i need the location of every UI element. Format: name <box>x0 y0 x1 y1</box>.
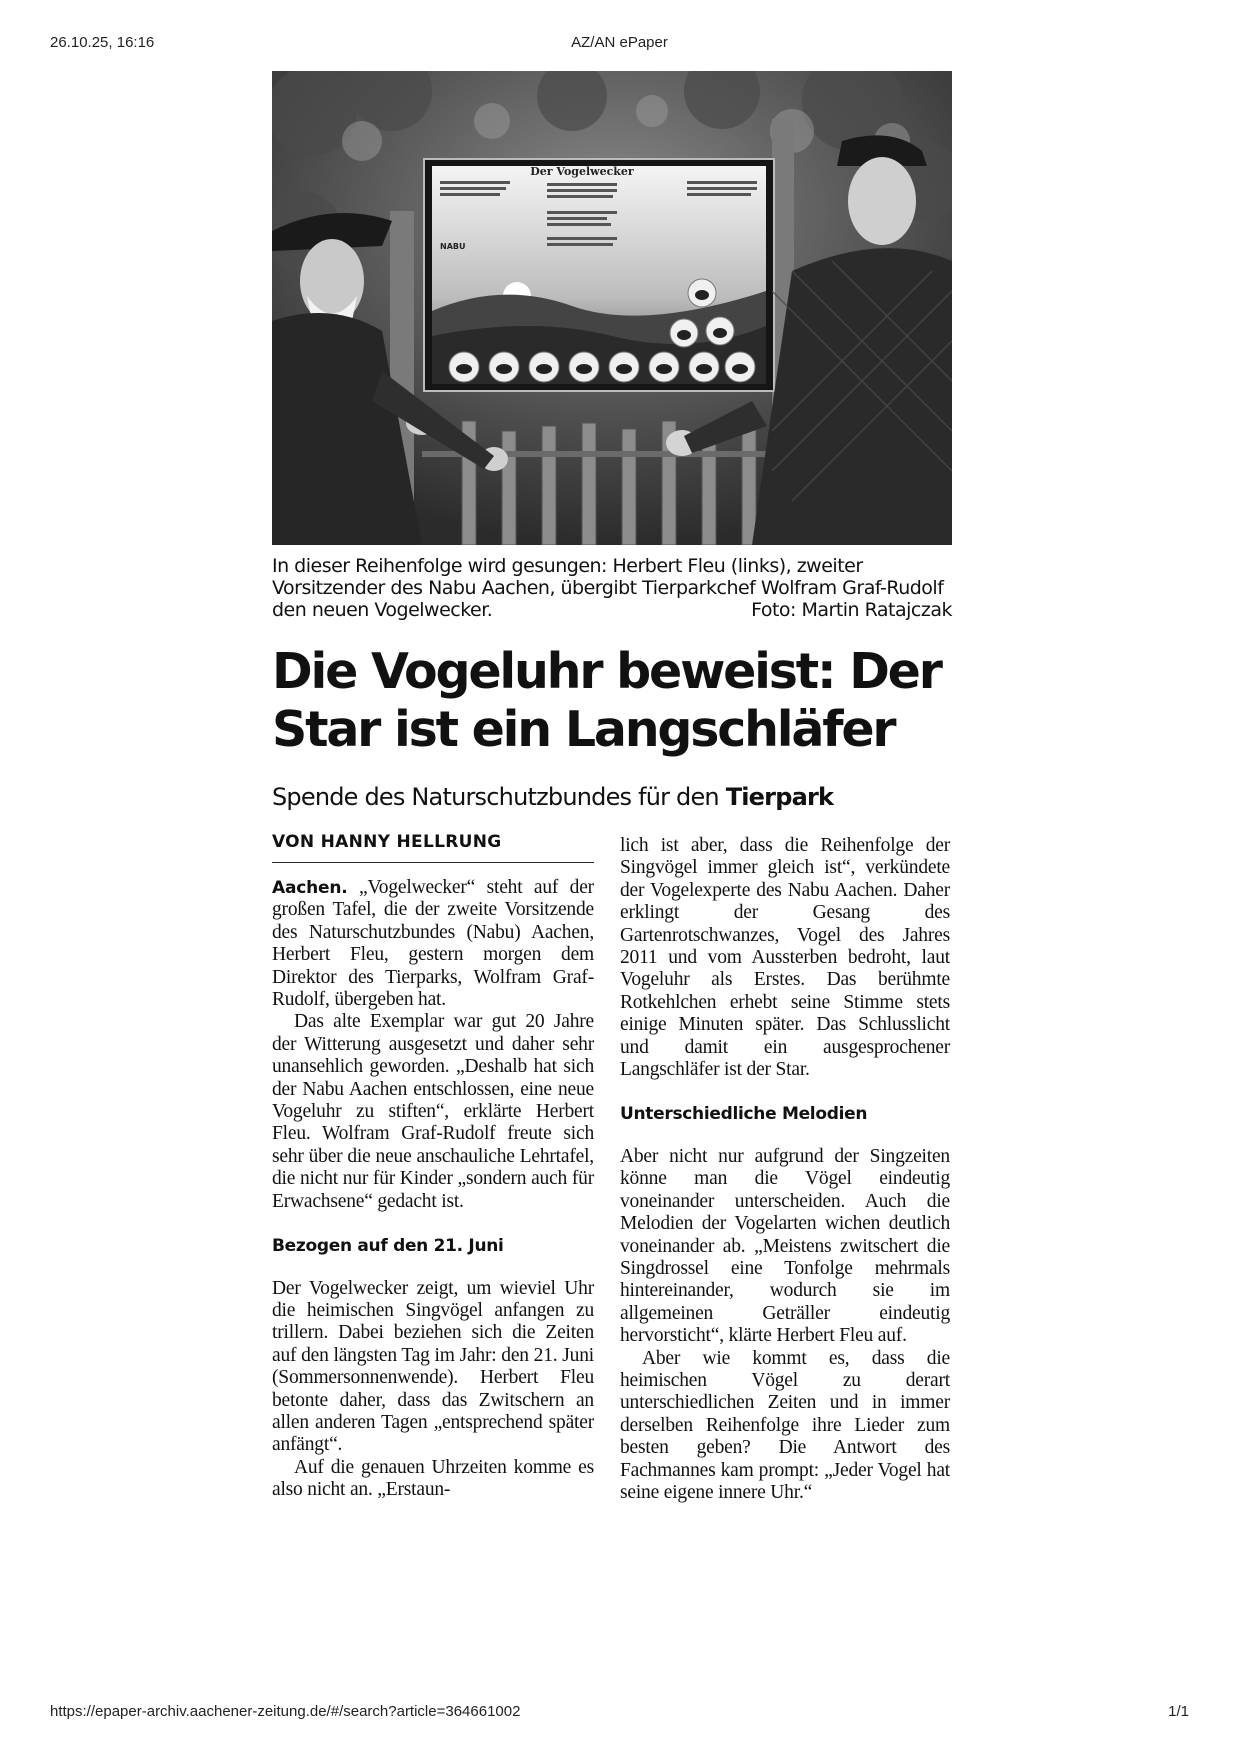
sign-title: Der Vogelwecker <box>530 165 634 178</box>
caption-text: In dieser Reihenfolge wird gesungen: Herbert Fleu (links), zweiter Vorsitzender des Nabu Aachen, übergibt Tierparkchef Wolfram Graf-Rudolf den neuen Vogelwecker. <box>272 555 944 621</box>
article-byline: VON HANNY HELLRUNG <box>272 832 594 863</box>
sign-logo: NABU <box>440 242 466 251</box>
print-page-title: AZ/AN ePaper <box>571 34 668 51</box>
paragraph: Aber nicht nur aufgrund der Singzeiten könne man die Vögel eindeutig voneinander unterscheiden. Auch die Melodien der Vogelarten wichen deutlich voneinander ab. „Meistens zwitschert die Singdrossel eine Tonfolge mehrmals hintereinander, wodurch sie im allgemeinen Geträller eindeutig hervorsticht“, klärte Herbert Fleu auf. <box>620 1145 950 1347</box>
article-column-1 <box>272 877 594 1502</box>
page-number: 1/1 <box>1168 1703 1189 1720</box>
paragraph <box>272 877 594 1011</box>
dateline: Aachen. <box>272 878 348 898</box>
photo-credit: Foto: Martin Ratajczak <box>751 599 952 621</box>
article-photo <box>272 71 952 545</box>
paragraph: Aber wie kommt es, dass die heimischen Vögel zu derart unterschiedlichen Zeiten und in immer derselben Reihenfolge ihre Lieder zum besten geben? Die Antwort des Fachmannes kam prompt: „Jeder Vogel hat seine eigene innere Uhr.“ <box>620 1347 950 1503</box>
print-datetime: 26.10.25, 16:16 <box>50 34 155 51</box>
paragraph-text: „Vogelwecker“ steht auf der großen Tafel, die der zweite Vorsitzende des Naturschutzbundes (Nabu) Aachen, Herbert Fleu, gestern morgen dem Direktor des Tierparks, Wolfram Graf-Rudolf, übergeben hat. <box>272 877 594 1011</box>
paragraph: lich ist aber, dass die Reihenfolge der Singvögel immer gleich ist“, verkündete der Vogelexperte des Nabu Aachen. Daher erklingt der Gesang des Gartenrotschwanzes, Vogel des Jahres 2011 und vom Aussterben bedroht, laut Vogeluhr als Erstes. Das berühmte Rotkehlchen erhebt seine Stimme stets einige Minuten später. Das Schlusslicht und damit ein ausgesprochener Langschläfer ist der Star. <box>620 835 950 1081</box>
photo-illustration <box>272 71 952 545</box>
paragraph: Auf die genauen Uhrzeiten komme es also nicht an. „Erstaun- <box>272 1456 594 1501</box>
source-url[interactable]: https://epaper-archiv.aachener-zeitung.de/#/search?article=364661002 <box>50 1703 521 1720</box>
section-heading: Bezogen auf den 21. Juni <box>272 1236 504 1257</box>
section-heading: Unterschiedliche Melodien <box>620 1104 868 1125</box>
subhead-bold: Tierpark <box>725 783 834 811</box>
photo-caption <box>272 555 952 621</box>
article-column-2 <box>620 835 950 1504</box>
paragraph: Der Vogelwecker zeigt, um wieviel Uhr die heimischen Singvögel anfangen zu trillern. Dabei beziehen sich die Zeiten auf den längsten Tag im Jahr: den 21. Juni (Sommersonnenwende). Herbert Fleu betonte daher, dass das Zwitschern an allen anderen Tagen „entsprechend später anfängt“. <box>272 1277 594 1456</box>
article-headline: Die Vogeluhr beweist: Der Star ist ein Langschläfer <box>272 643 941 758</box>
article-subhead <box>272 783 952 811</box>
subhead-text: Spende des Naturschutzbundes für den <box>272 783 719 811</box>
paragraph: Das alte Exemplar war gut 20 Jahre der Witterung ausgesetzt und daher sehr unansehlich geworden. „Deshalb hat sich der Nabu Aachen entschlossen, eine neue Vogeluhr zu stiften“, erklärte Herbert Fleu. Wolfram Graf-Rudolf freute sich sehr über die neue anschauliche Lehrtafel, die nicht nur für Kinder „sondern auch für Erwachsene“ gedacht ist. <box>272 1011 594 1212</box>
